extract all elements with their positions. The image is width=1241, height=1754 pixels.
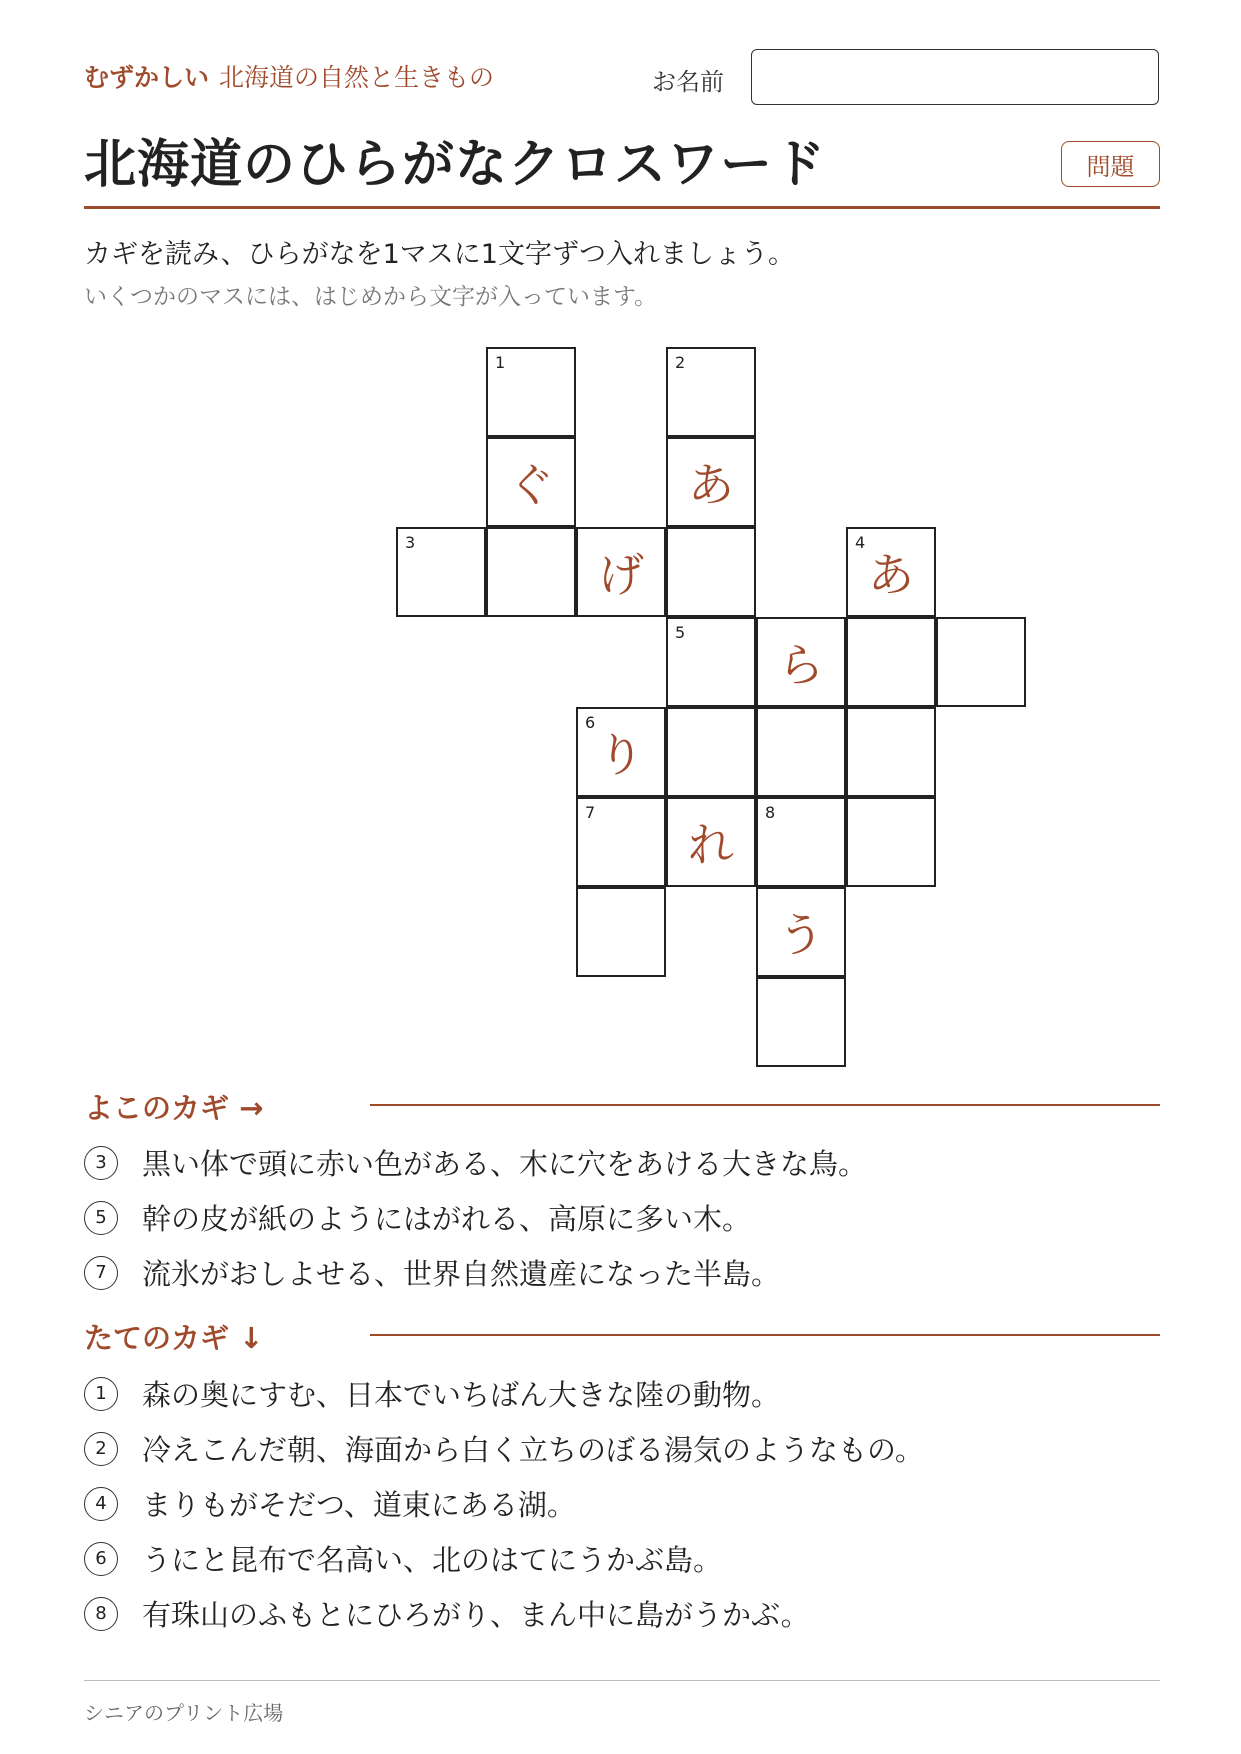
clue-number: 4 [84,1487,118,1521]
theme-text: 北海道の自然と生きもの [219,63,495,92]
cell-number: 2 [675,353,686,372]
cell-prefilled-char: ら [778,638,824,692]
grid-cell[interactable] [846,707,936,797]
name-field[interactable] [751,49,1159,105]
down-clue [84,1483,576,1524]
clue-number: 8 [84,1597,118,1631]
cell-number: 8 [765,803,776,822]
clue-text: 流氷がおしよせる、世界自然遺産になった半島。 [142,1257,781,1291]
problem-badge: 問題 [1061,141,1160,187]
grid-cell[interactable] [666,527,756,617]
cell-prefilled-char: う [778,908,824,962]
across-clue [84,1197,751,1238]
grid-cell[interactable] [666,617,756,707]
clue-number: 3 [84,1146,118,1180]
clue-number: 2 [84,1432,118,1466]
clue-number: 7 [84,1256,118,1290]
down-clue [84,1373,780,1414]
clue-text: うにと昆布で名高い、北のはてにうかぶ島。 [142,1543,723,1577]
grid-cell[interactable] [576,527,666,617]
footer-divider [84,1680,1160,1681]
grid-cell[interactable] [576,887,666,977]
grid-cell[interactable] [936,617,1026,707]
grid-cell[interactable] [666,797,756,887]
grid-cell[interactable] [756,977,846,1067]
cell-prefilled-char: あ [868,548,914,602]
instruction-sub: いくつかのマスには、はじめから文字が入っています。 [84,284,658,310]
down-divider [370,1334,1160,1336]
grid-cell[interactable] [756,707,846,797]
grid-cell[interactable] [486,437,576,527]
footer-text: シニアのプリント広場 [84,1701,284,1725]
clue-text: 黒い体で頭に赤い色がある、木に穴をあける大きな鳥。 [142,1147,868,1181]
cell-prefilled-char: あ [688,458,734,512]
grid-cell[interactable] [666,437,756,527]
clue-text: まりもがそだつ、道東にある湖。 [142,1488,576,1522]
grid-cell[interactable] [486,347,576,437]
instruction-main: カギを読み、ひらがなを1マスに1文字ずつ入れましょう。 [84,239,795,270]
grid-cell[interactable] [846,797,936,887]
clue-text: 幹の皮が紙のようにはがれる、高原に多い木。 [142,1202,752,1236]
grid-cell[interactable] [576,707,666,797]
across-heading: よこのカギ → [84,1091,264,1125]
grid-cell[interactable] [756,887,846,977]
grid-cell[interactable] [756,797,846,887]
cell-prefilled-char: り [598,728,644,782]
grid-cell[interactable] [666,707,756,797]
grid-cell[interactable] [846,617,936,707]
clue-text: 冷えこんだ朝、海面から白く立ちのぼる湯気のようなもの。 [142,1433,924,1467]
cell-number: 6 [585,713,596,732]
across-divider [370,1104,1160,1106]
down-heading: たてのカギ ↓ [84,1321,264,1355]
title-divider [84,206,1160,209]
cell-number: 3 [405,533,416,552]
across-clue [84,1252,780,1293]
clue-text: 森の奥にすむ、日本でいちばん大きな陸の動物。 [142,1378,781,1412]
across-clue [84,1142,867,1183]
page-title: 北海道のひらがなクロスワード [84,135,827,195]
grid-cell[interactable] [396,527,486,617]
clue-number: 5 [84,1201,118,1235]
grid-cell[interactable] [846,527,936,617]
cell-prefilled-char: ぐ [508,458,554,512]
cell-prefilled-char: れ [688,818,734,872]
clue-number: 1 [84,1377,118,1411]
clue-number: 6 [84,1542,118,1576]
down-clue [84,1593,810,1634]
cell-number: 7 [585,803,596,822]
grid-cell[interactable] [666,347,756,437]
cell-number: 5 [675,623,686,642]
cell-number: 4 [855,533,866,552]
down-clue [84,1428,924,1469]
clue-text: 有珠山のふもとにひろがり、まん中に島がうかぶ。 [142,1598,810,1632]
cell-prefilled-char: げ [598,548,644,602]
level-text: むずかしい [84,63,210,92]
difficulty-label [84,58,494,94]
cell-number: 1 [495,353,506,372]
down-clue [84,1538,722,1579]
grid-cell[interactable] [576,797,666,887]
grid-cell[interactable] [756,617,846,707]
grid-cell[interactable] [486,527,576,617]
name-label: お名前 [652,68,724,96]
